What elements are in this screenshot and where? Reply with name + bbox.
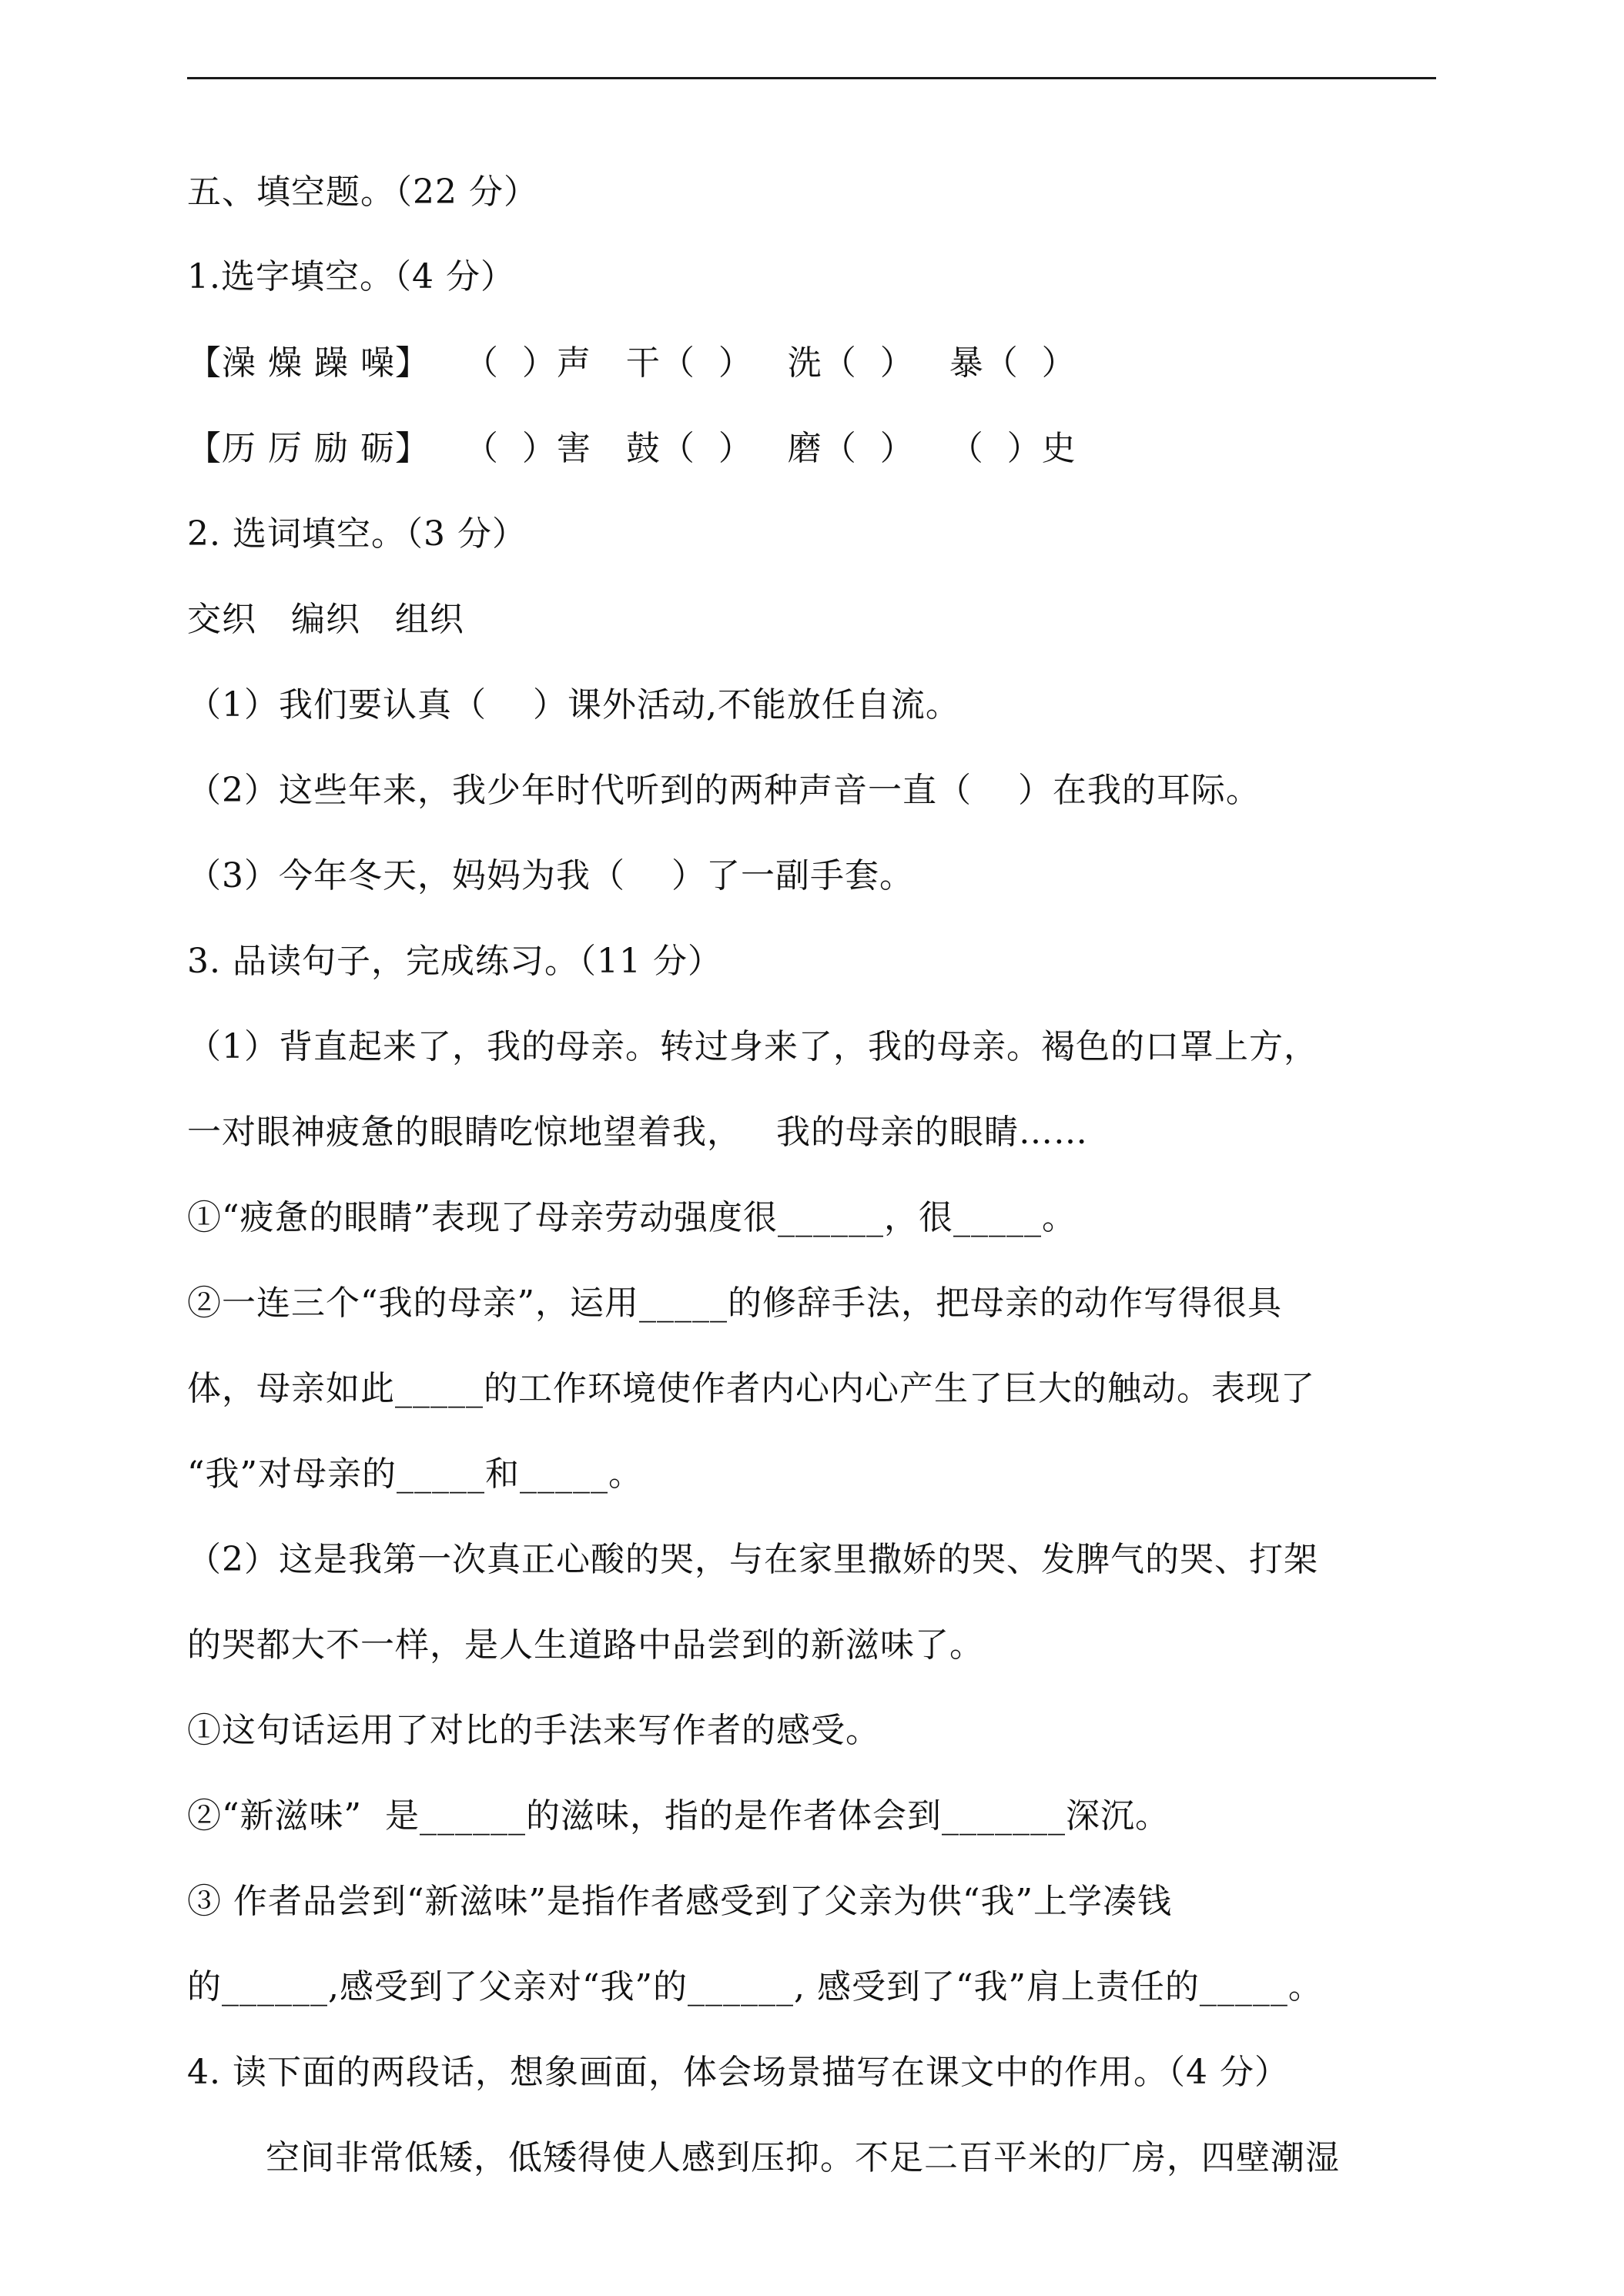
question-3-2-sub-2: ②“新滋味” 是______的滋味，指的是作者体会到_______深沉。: [187, 1796, 1170, 1836]
question-2-item-1: （1）我们要认真（ ）课外活动,不能放任自流。: [187, 685, 960, 725]
question-3-1-sub-2-line-1: ②一连三个“我的母亲”，运用_____的修辞手法，把母亲的动作写得很具: [187, 1284, 1282, 1323]
question-1-row-1: 【澡 燥 躁 噪】 （ ）声 干（ ） 洗（ ） 暴（ ）: [187, 343, 1077, 383]
question-2-title: 2. 选词填空。（3 分）: [187, 514, 527, 554]
question-3-title: 3. 品读句子，完成练习。（11 分）: [187, 942, 722, 981]
question-4-passage-line-1: 空间非常低矮，低矮得使人感到压抑。不足二百平米的厂房，四壁潮湿: [266, 2138, 1340, 2177]
question-3-2-sub-3-line-1: ③ 作者品尝到“新滋味”是指作者感受到了父亲为供“我”上学凑钱: [187, 1882, 1172, 1921]
question-3-passage-1-line-2: 一对眼神疲惫的眼睛吃惊地望着我， 我的母亲的眼睛……: [187, 1113, 1088, 1152]
question-3-passage-1-line-1: （1）背直起来了，我的母亲。转过身来了，我的母亲。褐色的口罩上方，: [187, 1027, 1318, 1066]
question-3-2-sub-1: ①这句话运用了对比的手法来写作者的感受。: [187, 1711, 880, 1750]
question-3-1-sub-2-line-2: 体，母亲如此_____的工作环境使作者内心内心产生了巨大的触动。表现了: [187, 1369, 1315, 1408]
header-rule: [187, 77, 1436, 79]
question-1-title: 1.选字填空。（4 分）: [187, 257, 515, 296]
question-1-row-2: 【历 厉 励 砺】 （ ）害 鼓（ ） 磨（ ） （ ）史: [187, 429, 1077, 468]
question-2-item-3: （3）今年冬天，妈妈为我（ ）了一副手套。: [187, 856, 914, 895]
question-3-passage-2-line-2: 的哭都大不一样，是人生道路中品尝到的新滋味了。: [187, 1625, 984, 1665]
question-3-2-sub-3-line-2: 的______,感受到了父亲对“我”的______, 感受到了“我”肩上责任的_____。: [187, 1967, 1323, 2006]
section-title: 五、填空题。（22 分）: [187, 172, 538, 212]
question-3-1-sub-2-line-3: “我”对母亲的_____和_____。: [187, 1454, 643, 1494]
question-3-passage-2-line-1: （2）这是我第一次真正心酸的哭，与在家里撒娇的哭、发脾气的哭、打架: [187, 1540, 1318, 1579]
question-3-1-sub-1: ①“疲惫的眼睛”表现了母亲劳动强度很______，很_____。: [187, 1198, 1077, 1237]
question-2-word-bank: 交织 编织 组织: [187, 600, 464, 639]
question-2-item-2: （2）这些年来，我少年时代听到的两种声音一直（ ）在我的耳际。: [187, 771, 1261, 810]
question-4-title: 4. 读下面的两段话，想象画面，体会场景描写在课文中的作用。（4 分）: [187, 2053, 1289, 2092]
